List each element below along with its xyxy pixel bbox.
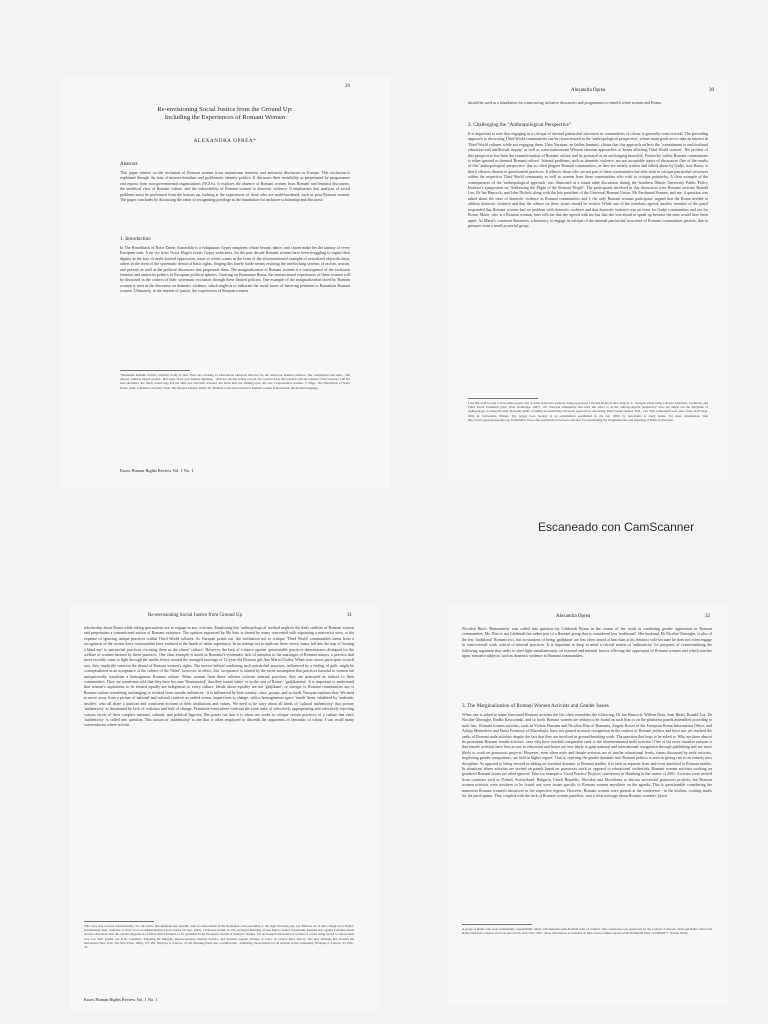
footnotes: A group of Roma who were traditionally coppersmiths. Many still maintain some Romani rules of conduct. This conference was sponsored by the Council of Europe, Sinti and Roma Union and Roma National Congress and took place from 19-21 Nov. 2001. More information is available at: http://www.romnet.org/news/UK-ROMANI/2001-11/00004877/ (8 June 2004).: [462, 927, 712, 936]
footnotes: This story was covered internationally. For the article that mentions the systemic lack of enforcement of the Romanian code pertaining to the legal marrying age, see 'Mireasa de 12 Ani a Regit de la Nunta', Evenimentul Zilei, available at: http://www.evenimentulzilei.ro (last visited 29 Sept. 2003). I elaborate further in 'The Arranged Marriage of Ana Maria Cioaba: Positioning Romani-ness against Feminist Ideals and the Obsession with the Gender Oppression of Third-World Women', to be published in the European Journal of Women's Studies. For an in-depth discussion of women of colour being forced to choose their race over their gender, see K.W. Crenshaw, 'Mapping the Margins: Intersectionality, Identity Politics, and Violence Against Women of Color' in Critical Race Theory: The Key Writings that Formed the Movement (New York: The New Press, 1995), 357-383. Narayan, n. 4 above, 21-39. Meaning made into a Gadji/Gadjo - exhibiting characteristics of an outsider to the community. Narayan, n. 4 above, 33. Ibid., 33.: [84, 924, 354, 950]
section-2-heading: 2. Challenging the "Anthropological Perspective": [468, 122, 571, 128]
running-head: Alexandra Oprea: [570, 88, 606, 93]
section-1-heading: 1. Introduction: [120, 236, 151, 242]
paper-title: [100, 106, 350, 122]
footnote-rule: [462, 924, 532, 925]
camscanner-watermark: Escaneado con CamScanner: [538, 520, 695, 534]
footnotes: I use this term to refer to non-white people who at some point have been/are being oppressed. I include Roma in this category. U. Narayan, Dislocating Cultures: Identities, Traditions, and Third World Feminism (New York: Routledge, 1997), 125. Narayan emphasizes that what she refers to as the 'anthropological perspective' does not single out the discipline of anthropology as being the only discipline guilty of taking an exoticizing and static approach to discussing Third World cultures. Ibid., 125. This symposium took place from 22-25 Sept. 2002 in Carbondale, Illinois. The Gypsy Lore Society is an organization established in the late 1800s by non-Roma to study Roma. For more information, visit http://www.gypsyloresociety.org. In Romani circles, this organization has been criticized for perpetuating the marginalization and silencing of Roma in literature.: [468, 401, 708, 422]
page-32: [448, 606, 728, 1006]
journal-footer: Essex Human Rights Review Vol. 1 No. 1: [84, 997, 158, 1002]
footnote-rule: [84, 921, 154, 922]
body-text: scholarship about Roma while taking precautions not to engage in any criticism. Employing this 'anthropological' method neglects the daily realities of Romani women and perpetuates a romanticized notion of Romani existence. The opinion expressed by Mr Sato is shared by many concerned with espousing a non-racist view, at the expense of ignoring unique practices within Third World cultures. As Narayan points out, the inclination not to critique 'Third World' communities stems from a recognition of the racism these communities have endured at the hands of white supremacy. In an attempt not to replicate these views, many fall into the trap of 'turning a blind eye' to patriarchal practices, excusing them as the others' 'culture'. However, the lack of a stance against questionable practices demonstrates disregard for the welfare of women harmed by these practices. One clear example is noted in Romania's systematic lack of attention to the marriages of Romani minors, a practice that more recently came to light through the media frenzy around the arranged marriage of 12-year-old Romani girl Ana Maria Cioaba. When state actors participate in such acts, they implicitly sanction the denial of Romani women's rights. The motive behind condoning such patriarchal practices, influenced by a feeling of guilt, might be conceptualized as an acceptance of the culture of the 'Other', however, in effect, this 'acceptance' is tainted by the racist assumption that practices harmful to women are unequivocally constitute a homogenous Romani culture. When women from these cultures criticize internal practices, they are portrayed as traitors to their communities. They are sometimes told that they have become 'Westernized', that they sound 'white' or in the case of Roma - 'gadjikanime'. It is important to understand that women's aspirations to be treated equally are indigenous to every culture. Ideals about equality are not 'gadjikane', or foreign, to Romani communities nor is Romani culture something unchanging or isolated from outside influences - it is influenced by host country, class, groups, and so forth. Narayan explains that: We need to move away from a picture of national and cultural contexts as sealed rooms, impervious to change, with a homogeneous space 'inside' them, inhabited by 'authentic insiders' who all share a uniform and consistent account of their institutions and values. We need to be wary about all kinds of 'cultural authenticity' that portray 'authenticity' as threatened by lack of criticism and lack of change. Feminists everywhere confront the joint tasks of selectively appropriating and selectively rejecting various facets of their complex national, cultural, and political legacies. She points out that it is when one seeks to critique certain practices of a culture that one's 'authenticity' is called into question. This notion of 'authenticity' is one that is often employed to discredit the arguments of feminists of colour. I can recall many conversations where activist: [84, 625, 354, 728]
running-head: Re-envisioning Social Justice from Ground Up: [147, 613, 242, 618]
title-line-2: Including the Experiences of Romani Women: [164, 114, 286, 121]
page-31: [70, 605, 380, 1010]
body-text: Nicoleta Bitu's 'Romaniness' was called into question by Caldenaft Roma in the course of her work at combating gender oppression in Romani communities. Ms. Bitu is not Caldenaft but rather part of a Romani group that is considered less 'traditional'. Her husband, Dr Nicolae Gheorghe, is also of the less 'traditional' Romani sect, but accusations of being 'gadjikane' are less often aimed at him than at his feminist wife because he does not often engage in controversial work critical of internal practices. It is important to keep in mind a critical notion of 'authenticity' for purposes of contextualizing the following argument that seeks to shed light simultaneously on external and internal factors affecting the oppression of Romani women and which touches upon 'sensitive subjects' such as domestic violence in Romani communities.: [462, 626, 712, 659]
page-number: 29: [345, 84, 350, 89]
abstract-heading: Abstract: [120, 161, 138, 167]
journal-footer: Essex Human Rights Review Vol. 1 No. 1: [120, 468, 194, 473]
author-name: ALEXANDRA OPREA*: [193, 138, 257, 144]
section-3-heading: 3. The Marginalization of Romani Women Activists and Gender Issues: [462, 703, 609, 709]
section-2-text: It is important to note that engaging in a critique of internal patriarchal structures in communities of colour is generally controversial. The prevailing approach to discussing Third World communities can be characterized as the 'anthropological perspective', whose main goals are to take an interest in Third World cultures while not engaging them. Uma Narayan, an Indian feminist, claims that this approach reflects the 'commitment to multicultural education and intellectual inquiry' as well as some mainstream Western feminist approaches to 'issues affecting Third World women'. The product of this perspective has been the romanticization of Romani culture and its portrayal as an unchanging monolith. Patriarchy within Romani communities is either ignored or deemed 'Romani culture'. Internal problems, such as domestic violence, are not acceptable topics of discussion. One of the results of this 'anthropological perspective' that so often plagues Romani communities, as they are mostly written and talked about by Gadje, non-Roma, is that it silences dissent to questionable practices. It silences those who are not part of these communities but who wish to critique patriarchal structures within the respective Third World community as well as women from these communities who wish to critique patriarchy. A clear example of the consequences of the 'anthropological approach' was illustrated at a round table discussion during the Southern Illinois University Public Policy Institute's symposium on 'Addressing the Plight of the Romani People'. The participants involved in this discussion were Romani activists Ronald Lee, Dr Ian Hancock, and John Nickels along with the late president of the Universal Romani Union. Mr Ferdinand Sonnen, and me. A question was asked about the rates of domestic violence in Romani communities and I, the only Romani woman participant, argued that the Roma needed to address domestic violence and that the silence on these issues should be broken. While one of the members agreed, another member of the panel responded that Romani women had no problem with domestic violence and that domestic violence was an issue for Gadje communities and not for Roma. Marie, who is a Romani woman, later told me that she agreed with me but that she was afraid to speak up because the men would have been upset. As Marie's comment illustrates, a hesitancy to engage in critique of the internal patriarchal structures of Romani communities persists, due to pressure from a small powerful group.: [468, 131, 708, 228]
intro-text: should be used as a foundation for constructing inclusive discourses and programmes to benefit white women and Roma.: [468, 100, 662, 105]
page-number: 32: [705, 614, 710, 619]
footnotes: *Romanian Romani activist currently living in New York and working as Educational Outreach Director for the American Romani Alliance. Her complexion was dark... She danced, whirled, turned around... Her large, black eyes flashed lightning... With her smooth bodice of gold, her colorful dress that swelled with the rapidity of her motions, with her bare shoulders, her finely turned legs that her skirt now and then revealed, her black hair, her flaming eyes, she was a supernatural creature. V. Hugo, The Hunchback of Notre Dame, trans. Catherine Liu (New York: The Modern Library, 2002), 56. 'Romina' is the plural form for Romani women in Romanian, the Romani language.: [120, 373, 350, 390]
page-29: [60, 78, 390, 488]
page-number: 30: [709, 88, 714, 93]
abstract-text: This paper centers on the exclusion of Romani women from mainstream feminist and antiracist discourses in Europe. This exclusion is explained through the lens of intersectionalism and problematic identity politics. It discusses their invisibility as perpetuated by programmes and reports from non-governmental organizations (NGOs). It explores the absence of Romani women from Romani and feminist discourses, the unethical view of Romani culture, and the vulnerability of Romani women to domestic violence. It emphasizes that analyses of social problems must be performed from the bottom up, looking at the experiences of those who are multi-burdened, such as poor Romani women. The paper concludes by discussing the value of recognizing privilege as the foundation for inclusive scholarship and discourse.: [120, 170, 350, 203]
page-number: 31: [347, 613, 352, 618]
running-head: Alexandra Oprea: [555, 614, 591, 619]
footnote-rule: [468, 398, 538, 399]
section-1-text: In The Hunchback of Notre Dame, Esmeralda is a voluptuous Gypsy temptress whose beauty, dance, and charm make her the fantasy of every European man. A far cry from Victor Hugo's exotic Gypsy seductress, for the past decade Romani women have been struggling to regain their dignity in the face of multi-faceted oppression, some of which comes in the form of the aforementioned example of sexualized objectification, others in the form of the systematic denial of basic rights. Staging this lonely battle means resisting the interlocking systems of racism, sexism, and poverty as well as the political discourses that perpetuate them. The marginalization of Romani women is a consequence of the exclusion feminist and antiracist politics in European political spheres. Centring on Romanian Roma, the intersectional experiences of these women will be discussed in the context of their systematic exclusion through these limited policies. One example of the marginalization faced by Romani women is seen in the discourse on domestic violence, which neglects to elaborate the racial facets of battering pertinent to Romanian Romani women. Ultimately, in the interest of justice, the experiences of Romani women: [120, 245, 350, 294]
title-line-1: Re-envisioning Social Justice from the Ground Up:: [157, 106, 293, 113]
footnote-rule: [120, 370, 190, 371]
page-30: [448, 80, 728, 480]
section-3-text: When one is asked to name renowned Romani activists the list often resembles the following: Dr Ian Hancock, Willem Dera, Sani Rifati, Ronald Lee, Dr Nicolae Gheorghe, Radko Kawczinski, and so forth. Romani women are seldom to be found on such lists or on the platforms panels assembled according to such lists. Romani women activists, such as Violeta Dumitru and Nicoleta Bitu of Romania, Angela Kocze of the European Roma Information Office, and Azbija Memedova and Enisa Eminova of Macedonia, have not gained as much recognition in the context of Romani politics and have not yet reached the ranks of Romani male activists despite the fact that they are involved in ground-breaking work. The question that begs to be asked is: Why are there almost no prominent Romani female activists, ones who have reached comparable rank to the aforementioned male activists? One of the more intuitive reasons is that female activists have less access to education and hence are less likely to gain national and international recognition through publishing and are more likely to work on grassroots projects. However, even when male and female activists are of similar educational levels, issues discussed by male activists, neglecting gender components, are held in higher regard. That is, rejecting the gender dynamic into Romani politics is seen as giving rise to an entirely new discipline. As opposed to being viewed as adding an essential dynamic to Romani studies, it is seen as separate from and even unrelated to Romani studies. In situations where activists are invited on panels based on grassroots work as opposed to educational credentials, Romani women activists working on gendered Romani issues are often ignored. Take for example a 'Good Practice Projects' conference in Hamburg in the winter of 2001. Activists were invited from countries such as Poland, Switzerland, Bulgaria, Czech Republic, Slovakia and Macedonia to discuss successful grassroots projects, but Romani women activists were nowhere to be found; nor were issues specific to Romani women anywhere on the agenda. This is questionable considering the numerous Romani women's initiatives in the respective regions. However, Romani women were present at the conference - in the kitchen, cooking meals for the participants. This, coupled with the lack of Romani women panelists, sent a clear message about Romani women's 'place'.: [462, 712, 712, 799]
